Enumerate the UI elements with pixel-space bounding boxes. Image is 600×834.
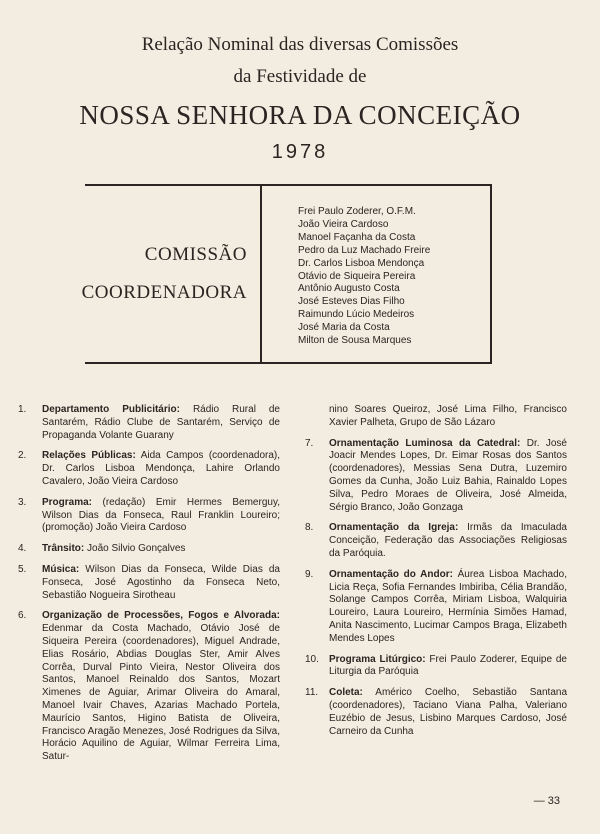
member-name: José Maria da Costa <box>298 322 390 334</box>
item-number: 7. <box>305 437 314 449</box>
item-number: 8. <box>305 522 314 534</box>
item-number: 10. <box>305 653 319 665</box>
title-line-2: da Festividade de <box>233 66 367 87</box>
right-column <box>305 404 567 746</box>
commission-members <box>298 206 430 348</box>
commission-title-1: COMISSÃO <box>144 244 247 265</box>
item-text: (redação) Emir Hermes Bemerguy, Wilson Dias da Fonseca, Raul Franklin Loureiro; (promoção) João Vieira Cardoso <box>42 496 280 534</box>
item-heading: Ornamentação Luminosa da Catedral: <box>329 437 521 449</box>
list-item <box>18 450 280 488</box>
list-item <box>18 543 280 556</box>
year: 1978 <box>271 141 329 163</box>
page-number: — 33 <box>533 795 560 807</box>
item-number: 2. <box>18 450 27 462</box>
list-item <box>18 564 280 602</box>
item-heading: Programa: <box>42 496 93 508</box>
list-item <box>18 497 280 535</box>
left-column <box>18 404 280 772</box>
list-item <box>18 610 280 764</box>
item-heading: Trânsito: <box>42 543 85 555</box>
title-line-1: Relação Nominal das diversas Comissões <box>141 34 459 55</box>
item-number: 11. <box>305 687 319 699</box>
item-heading: Ornamentação da Igreja: <box>329 522 459 534</box>
list-item <box>305 438 567 515</box>
item-heading: Ornamentação do Andor: <box>329 568 453 580</box>
list-item <box>305 687 567 738</box>
member-name: José Esteves Dias Filho <box>298 296 405 308</box>
item-number: 6. <box>18 610 27 622</box>
item-number: 1. <box>18 404 27 415</box>
item-number: 4. <box>18 543 27 555</box>
member-name: Frei Paulo Zoderer, O.F.M. <box>298 206 416 217</box>
item-text: Aida Campos (coordenadora), Dr. Carlos Lisboa Mendonça, Lahire Orlando Cavalero, João Vieira Cardoso <box>42 450 281 487</box>
item-number: 3. <box>18 496 27 508</box>
member-name: João Vieira Cardoso <box>298 218 389 230</box>
item-text: Áurea Lisboa Machado, Licia Reça, Sofia Fernandes Imbiriba, Célia Brandão, Solange Campos Corrêa, Miriam Lisboa, Walquiria Loureiro, Laura Loureiro, Hermínia Simões Hamad, Anita Nascimento, Lucimar Campos Braga, Elizabeth Mendes Lopes <box>329 568 567 644</box>
commission-box <box>81 184 492 364</box>
item-text: Américo Coelho, Sebastião Santana (coordenadores), Taciano Viana Palha, Valeriano Euzébio de Jesus, Lisbino Marques Cardoso, José Carneiro da Cunha <box>329 687 567 737</box>
item-heading: Departamento Publicitário: <box>42 404 180 415</box>
item-continuation: nino Soares Queiroz, José Lima Filho, Francisco Xavier Palheta, Grupo de São Lázaro <box>329 404 567 428</box>
item-heading: Organização de Processões, Fogos e Alvorada: <box>42 610 280 622</box>
box-divider <box>260 186 262 362</box>
member-name: Pedro da Luz Machado Freire <box>298 244 431 256</box>
item-text: Edenmar da Costa Machado, Otávio José de Siqueira Pereira (coordenadores), Miguel Andrade, Elias Rosário, Abdias Douglas Ster, Amir Alves Corrêa, Durval Pinto Vieira, Nestor Oliveira dos Santos, Manoel Reinaldo dos Santos, Mozart Ximenes de Aguiar, Arimar Oliveira do Amaral, Manoel Ivair Chaves, Azarias Machado Portela, Maurício Santos, Higino Batista de Oliveira, Francisco Aragão Menezes, José Rodrigues da Silva, Horácio Aquilino de Aguiar, Wilmar Ferreira Lima, Satur- <box>42 623 280 763</box>
item-number: 5. <box>18 563 27 575</box>
title-line-3: NOSSA SENHORA DA CONCEIÇÃO <box>79 100 521 130</box>
list-item <box>305 522 567 560</box>
member-name: Otávio de Siqueira Pereira <box>298 270 416 282</box>
item-text: Dr. José Joacir Mendes Lopes, Dr. Eimar Rosas dos Santos (coordenadores), Messias Sena Dutra, Luzemiro Gomes da Cunha, João Luiz Bahia, Rainaldo Lopes Silva, Pedro Moraes de Oliveira, José Almeida, Sérgio Branco, João Gonzaga <box>329 437 567 513</box>
item-text: João Silvio Gonçalves <box>84 543 186 555</box>
list-item <box>18 404 280 442</box>
item-heading: Coleta: <box>329 687 363 699</box>
member-name: Milton de Sousa Marques <box>298 335 412 347</box>
member-name: Raimundo Lúcio Medeiros <box>298 309 415 321</box>
commission-title-2: COORDENADORA <box>81 282 247 303</box>
item-heading: Música: <box>42 563 80 575</box>
item-number: 9. <box>305 568 314 580</box>
item-text: Rádio Rural de Santarém, Rádio Clube de Santarém, Serviço de Propaganda Volante Guarany <box>42 404 280 441</box>
list-item <box>305 654 567 680</box>
item-text: Wilson Dias da Fonseca, Wilde Dias da Fonseca, José Agostinho da Fonseca Neto, Sebastião Nogueira Sirotheau <box>42 563 280 601</box>
member-name: Dr. Carlos Lisboa Mendonça <box>298 257 425 269</box>
item-text: Frei Paulo Zoderer, Equipe de Liturgia da Paróquia <box>329 653 567 678</box>
item-text: Irmãs da Imaculada Conceição, Federação das Associações Religiosas da Paróquia. <box>329 522 567 559</box>
item-heading: Relações Públicas: <box>42 450 136 462</box>
list-item <box>305 569 567 646</box>
item-heading: Programa Litúrgico: <box>329 653 426 665</box>
member-name: Antônio Augusto Costa <box>298 283 400 295</box>
member-name: Manoel Façanha da Costa <box>298 231 416 243</box>
